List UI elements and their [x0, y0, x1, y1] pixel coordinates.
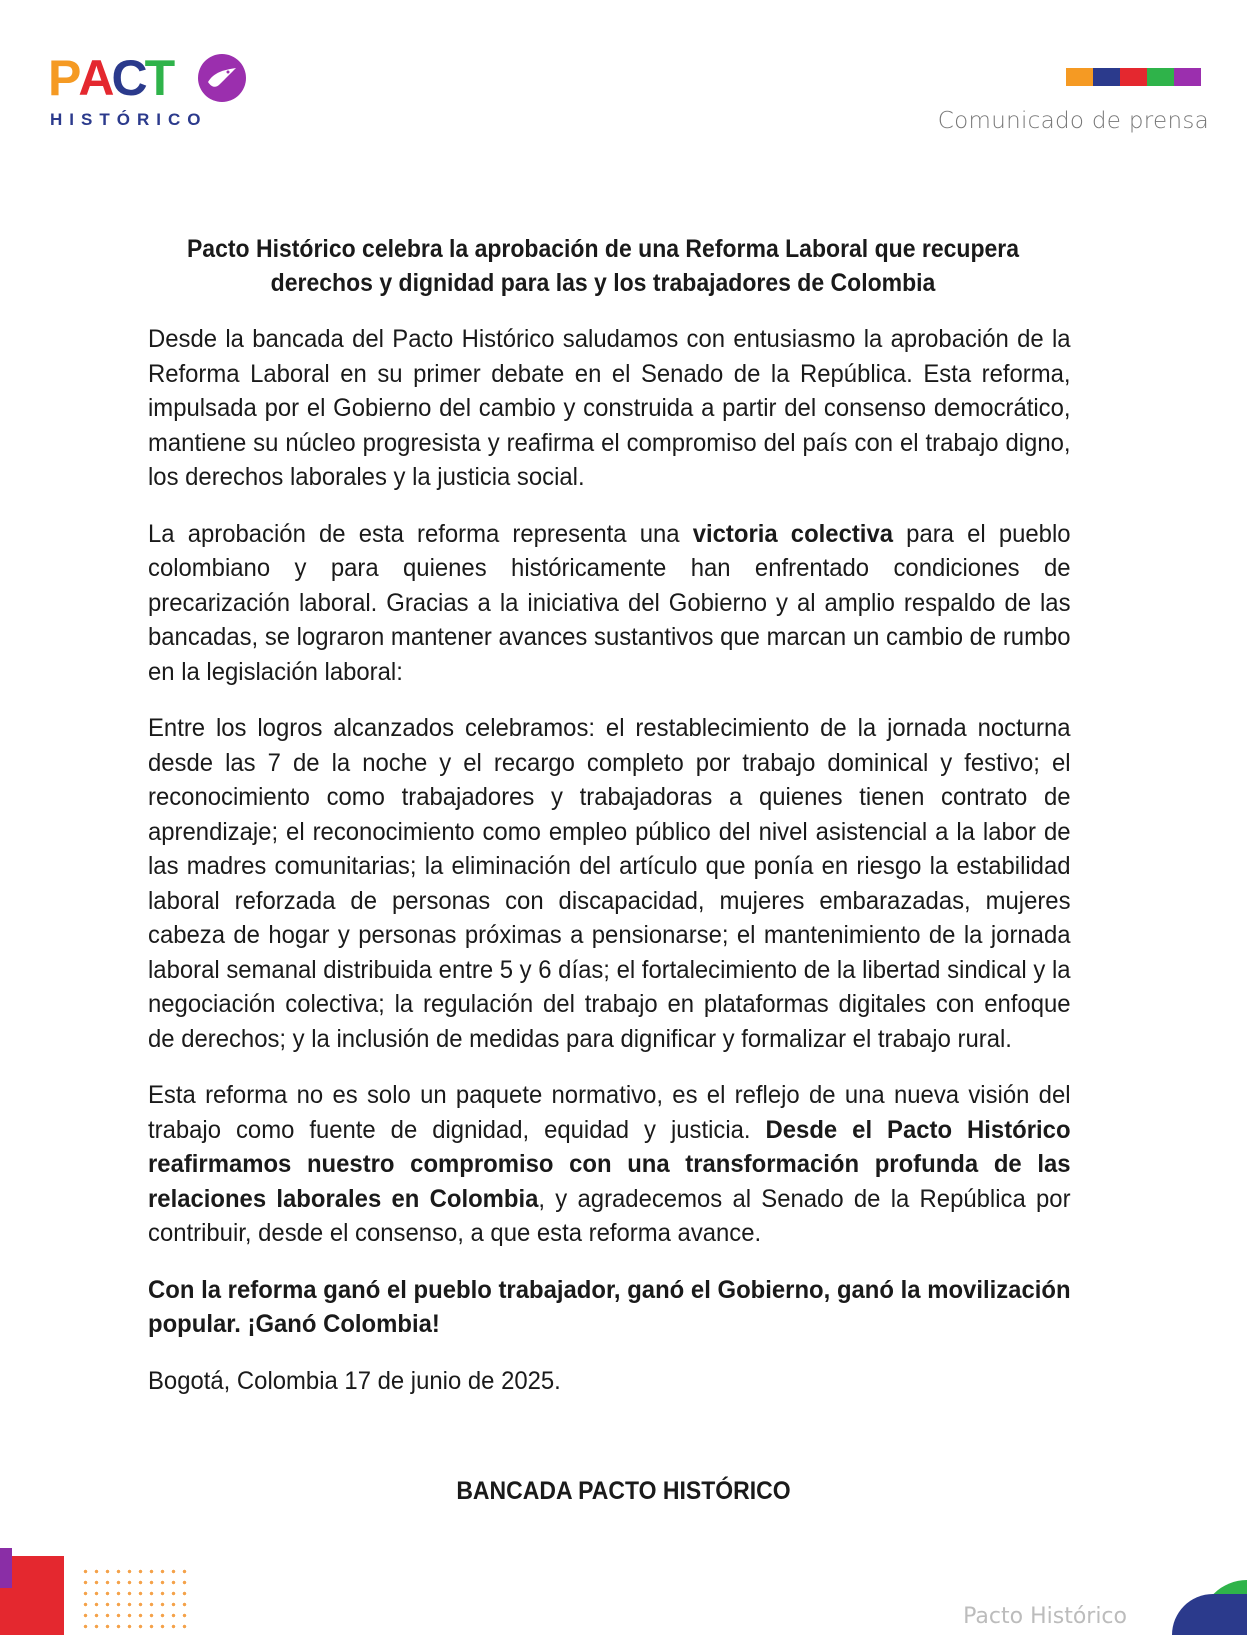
- decorative-shape: [1172, 1594, 1247, 1635]
- document-body: [148, 322, 1071, 1420]
- paragraph-commitment: Esta reforma no es solo un paquete normativo, es el reflejo de una nueva visión del trabajo como fuente de dignidad, equidad y justicia. Desde el Pacto Histórico reafirmamos nuestro compromiso con una transformación profunda de las relaciones laborales en Colombia, y agradecemos al Senado de la República por contribuir, desde el consenso, a que esta reforma avance.: [148, 1081, 1071, 1247]
- color-swatch-red: [1120, 68, 1147, 86]
- paragraph-victory: La aprobación de esta reforma representa una victoria colectiva para el pueblo colombiano y para quienes históricamente han enfrentado condiciones de precarización laboral. Gracias a la iniciativa del Gobierno y al amplio respaldo de las bancadas, se lograron mantener avances sustantivos que marcan un cambio de rumbo en la legislación laboral:: [148, 519, 1071, 686]
- decorative-dot-grid: [80, 1566, 190, 1632]
- color-swatch-blue: [1093, 68, 1120, 86]
- color-swatch-purple: [1174, 68, 1201, 86]
- logo-wordmark: PACT: [48, 50, 173, 106]
- brand-color-bar: [1066, 68, 1201, 86]
- decorative-shape: [0, 1548, 12, 1588]
- press-release-label: Comunicado de prensa: [937, 108, 1209, 134]
- color-swatch-orange: [1066, 68, 1093, 86]
- paragraph-intro: Desde la bancada del Pacto Histórico saludamos con entusiasmo la aprobación de la Reforma Laboral en su primer debate en el Senado de la República. Esta reforma, impulsada por el Gobierno del cambio y construida a partir del consenso democrático, mantiene su núcleo progresista y reafirma el compromiso del país con el trabajo digno, los derechos laborales y la justicia social.: [148, 325, 1071, 491]
- footer-brand: Pacto Histórico: [963, 1604, 1127, 1629]
- bold-phrase: victoria colectiva: [692, 519, 894, 548]
- document-title: Pacto Histórico celebra la aprobación de una Reforma Laboral que recupera derechos y dignidad para las y los trabajadores de Colombia: [186, 235, 1020, 297]
- signature: BANCADA PACTO HISTÓRICO: [456, 1477, 791, 1505]
- pacto-historico-logo: [48, 52, 248, 134]
- document-date: Bogotá, Colombia 17 de junio de 2025.: [148, 1366, 561, 1395]
- bold-phrase: Desde el Pacto Histórico reafirmamos nuestro compromiso con una transformación profunda de las relaciones laborales en Colombia: [148, 1115, 1071, 1213]
- paragraph-closing: Con la reforma ganó el pueblo trabajador, ganó el Gobierno, ganó la movilización popular. ¡Ganó Colombia!: [148, 1275, 1071, 1338]
- color-swatch-green: [1147, 68, 1174, 86]
- logo-subtitle: HISTÓRICO: [50, 110, 208, 129]
- dove-icon: [198, 54, 246, 102]
- paragraph-achievements: Entre los logros alcanzados celebramos: el restablecimiento de la jornada nocturna desde las 7 de la noche y el recargo completo por trabajo dominical y festivo; el reconocimiento como trabajadores y trabajadoras a quienes tienen contrato de aprendizaje; el reconocimiento como empleo público del nivel asistencial a la labor de las madres comunitarias; la eliminación del artículo que ponía en riesgo la estabilidad laboral reforzada de personas con discapacidad, mujeres embarazadas, mujeres cabeza de hogar y personas próximas a pensionarse; el mantenimiento de la jornada laboral semanal distribuida entre 5 y 6 días; el fortalecimiento de la libertad sindical y la negociación colectiva; la regulación del trabajo en plataformas digitales con enfoque de derechos; y la inclusión de medidas para dignificar y formalizar el trabajo rural.: [148, 714, 1071, 1053]
